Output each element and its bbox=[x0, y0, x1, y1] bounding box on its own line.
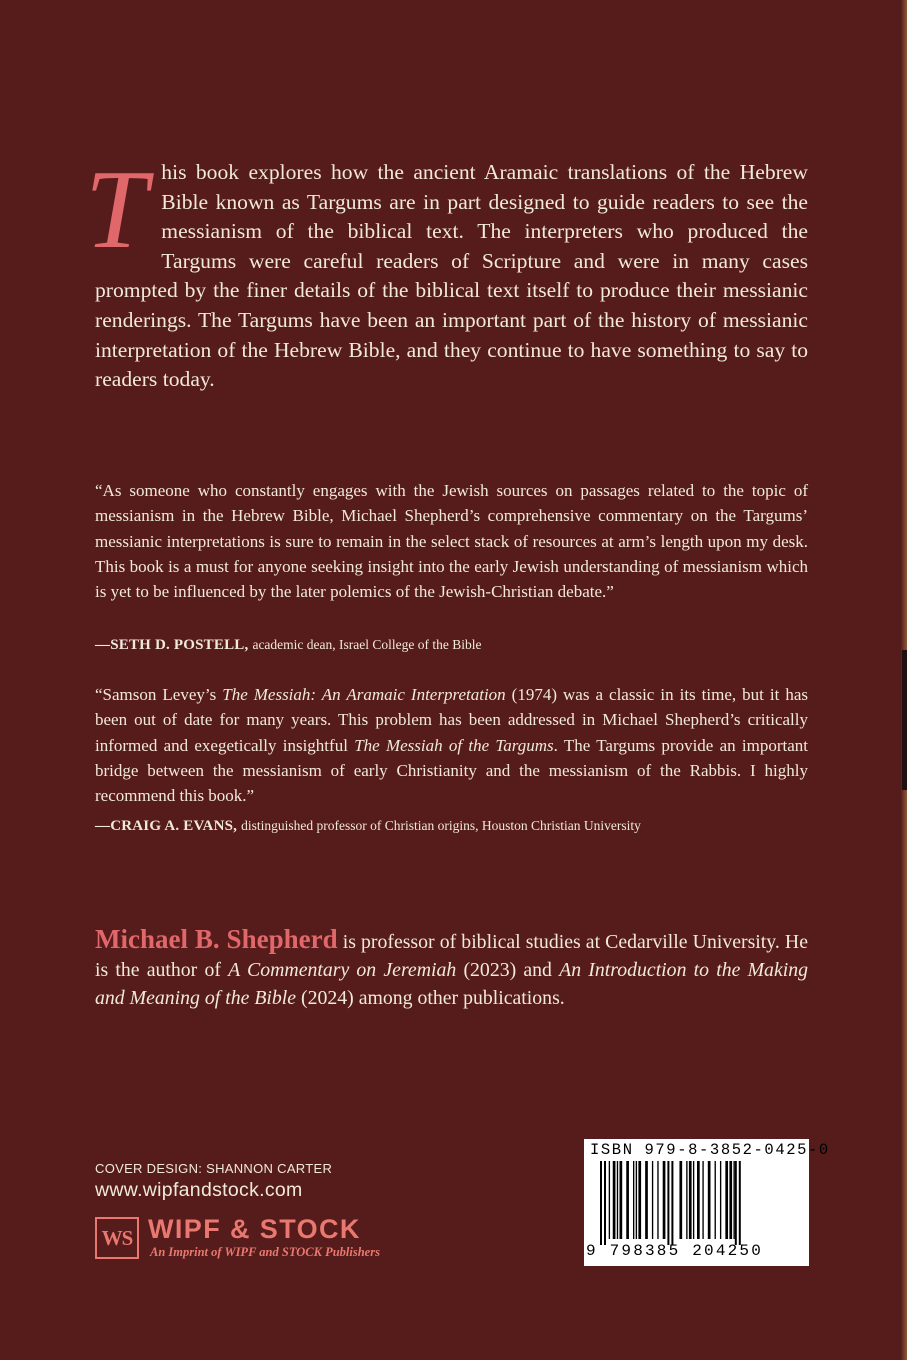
barcode-bar bbox=[663, 1161, 666, 1239]
bio-text: is professor of biblical studies at Cedarville University. He is the author of bbox=[95, 931, 809, 981]
book-title: A Commentary on Jeremiah bbox=[228, 959, 457, 981]
author-bio bbox=[95, 925, 808, 1012]
barcode-bar bbox=[620, 1161, 623, 1239]
bio-text: (2023) and bbox=[456, 959, 560, 981]
cover-design-credit: COVER DESIGN: SHANNON CARTER bbox=[95, 1161, 333, 1176]
author-name: Michael B. Shepherd bbox=[95, 924, 338, 954]
isbn-barcode bbox=[584, 1139, 830, 1266]
barcode-bar bbox=[733, 1161, 734, 1239]
book-title: The Messiah: An Aramaic Interpretation bbox=[222, 685, 506, 704]
barcode-bar bbox=[667, 1161, 669, 1245]
barcode-bar bbox=[600, 1161, 602, 1245]
endorser-name: —SETH D. POSTELL, bbox=[95, 637, 249, 653]
barcode-bar bbox=[689, 1161, 692, 1239]
endorsement-attribution-2 bbox=[95, 817, 855, 835]
publisher-website: www.wipfandstock.com bbox=[95, 1179, 303, 1201]
endorsement-attribution-1 bbox=[95, 636, 855, 654]
endorser-name: —CRAIG A. EVANS, bbox=[95, 818, 238, 834]
publisher-name: WIPF & STOCK bbox=[148, 1214, 361, 1244]
page-edge-shadow bbox=[902, 650, 907, 790]
quote-text: (1974) was a classic in its time, but it has been out of date for many years. This problem has been addressed in Michael Shepherd’s critically informed and exegetically insightful bbox=[95, 685, 808, 755]
barcode-bar bbox=[645, 1161, 648, 1239]
endorser-role: academic dean, Israel College of the Bible bbox=[252, 637, 482, 652]
barcode-bar bbox=[686, 1161, 687, 1239]
endorsement-quote-1: “As someone who constantly engages with the Jewish sources on passages related to the topic of messianism in the Hebrew Bible, Michael Shepherd’s comprehensive commentary on the Targums’ messianic interpretations is sure to remain in the select stack of resources at arm’s length upon my desk. This book is a must for anyone seeking insight into the early Jewish understanding of messianism which is yet to be influenced by the later polemics of the Jewish-Christian debate.” bbox=[95, 481, 808, 602]
barcode-bar bbox=[604, 1161, 606, 1245]
book-title: The Messiah of the Targums bbox=[354, 735, 554, 755]
barcode-bar bbox=[735, 1161, 737, 1245]
book-title: An Introduction to the Making and Meaning of the Bible bbox=[95, 959, 809, 1009]
description-text: his book explores how the ancient Aramaic translations of the Hebrew Bible known as Targums are in part designed to guide readers to see the messianism of the biblical text. The interpreters who produced the Targums were careful readers of Scripture and were in many cases prompted by the finer details of the biblical text itself to produce their messianic renderings. The Targums have been an important part of the history of messianic interpretation of the Hebrew Bible, and they continue to have something to say to readers today. bbox=[95, 160, 808, 392]
barcode-bar bbox=[708, 1161, 711, 1239]
isbn-label: ISBN 979-8-3852-0425-0 bbox=[590, 1141, 830, 1159]
barcode-bar bbox=[626, 1161, 629, 1239]
endorser-role: distinguished professor of Christian origins, Houston Christian University bbox=[241, 818, 641, 833]
barcode-bar bbox=[725, 1161, 728, 1239]
barcode-bar bbox=[729, 1161, 732, 1239]
barcode-digits: 9 798385 204250 bbox=[586, 1242, 764, 1260]
endorsement-quote-2 bbox=[95, 682, 808, 808]
barcode-bar bbox=[613, 1161, 616, 1239]
barcode-bar bbox=[679, 1161, 682, 1239]
barcode-bar bbox=[702, 1161, 703, 1239]
barcode-bar bbox=[609, 1161, 610, 1239]
barcode-bar bbox=[720, 1161, 721, 1239]
barcode-bar bbox=[657, 1161, 658, 1239]
barcode-bar bbox=[671, 1161, 673, 1245]
barcode-bar bbox=[652, 1161, 653, 1239]
barcode-bar bbox=[715, 1161, 716, 1239]
barcode-bar bbox=[633, 1161, 634, 1239]
barcode-bar bbox=[697, 1161, 700, 1239]
barcode-bar bbox=[693, 1161, 694, 1239]
barcode-bar bbox=[617, 1161, 618, 1239]
barcode-bars bbox=[598, 1161, 803, 1245]
barcode-bar bbox=[636, 1161, 637, 1239]
book-description bbox=[85, 148, 808, 395]
bio-text: (2024) among other publications. bbox=[296, 987, 565, 1009]
barcode-bar bbox=[638, 1161, 641, 1239]
quote-text: “Samson Levey’s bbox=[95, 685, 223, 704]
publisher-tagline: An Imprint of WIPF and STOCK Publishers bbox=[150, 1245, 380, 1259]
publisher-logo-icon: WS bbox=[95, 1217, 139, 1259]
drop-cap: T bbox=[85, 148, 148, 272]
barcode-bar bbox=[739, 1161, 741, 1245]
quote-text: . The Targums provide an important bridge between the messianism of early Christianity and the messianism of the Rabbis. I highly recommend this book.” bbox=[95, 735, 808, 806]
